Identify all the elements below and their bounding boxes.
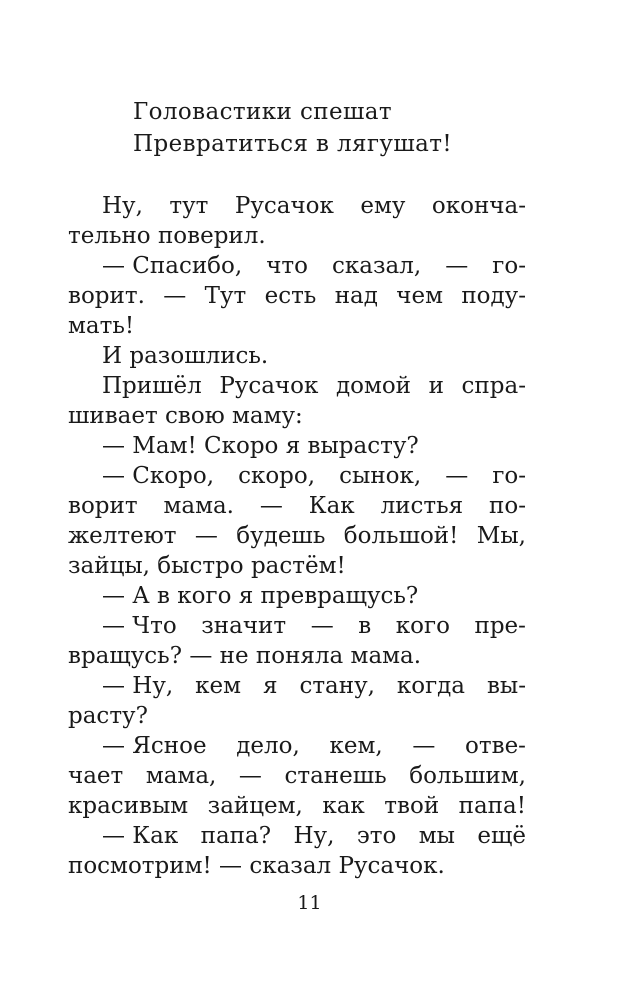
text-line: расту? — [68, 703, 148, 729]
word: Русачок — [219, 373, 319, 399]
word: большим, — [409, 763, 526, 789]
word: кем — [195, 673, 242, 699]
text-line: тельно поверил. — [68, 223, 266, 249]
text-line: зайцы, быстро растём! — [68, 553, 346, 579]
word: — — [412, 733, 436, 759]
text-line: — А в кого я превращусь? — [102, 583, 419, 609]
text-line — [102, 610, 526, 642]
verse-line-2: Превратиться в лягушат! — [133, 131, 453, 157]
word: поду- — [461, 283, 526, 309]
word: пре- — [474, 613, 526, 639]
text-line: мать! — [68, 313, 135, 339]
text-line — [102, 370, 526, 402]
text-line: посмотрим! — сказал Русачок. — [68, 853, 445, 879]
word: дело, — [236, 733, 300, 759]
word: — — [445, 463, 469, 489]
word: сказал, — [332, 253, 422, 279]
word: красивым — [68, 793, 189, 819]
verse-block — [133, 96, 533, 160]
text-line — [102, 730, 526, 762]
word: вы- — [486, 673, 526, 699]
word: домой — [335, 373, 412, 399]
word: — — [238, 763, 262, 789]
word: папа! — [458, 793, 526, 819]
word: по- — [489, 493, 526, 519]
word: стану, — [299, 673, 375, 699]
word: кем, — [329, 733, 383, 759]
word: Пришёл — [102, 373, 202, 399]
word: ворит — [68, 493, 138, 519]
page-number: 11 — [297, 892, 322, 914]
word: в — [358, 613, 372, 639]
word: будешь — [236, 523, 326, 549]
word: кого — [395, 613, 450, 639]
word: — Как — [102, 823, 179, 849]
word: станешь — [284, 763, 387, 789]
text-line: вращусь? — не поняла мама. — [68, 643, 422, 669]
word: желтеют — [68, 523, 177, 549]
word: сынок, — [339, 463, 422, 489]
word: — — [163, 283, 187, 309]
text-line — [102, 460, 526, 492]
word: тут — [169, 193, 209, 219]
word: — Ясное — [102, 733, 207, 759]
word: — — [194, 523, 218, 549]
text-line: И разошлись. — [102, 343, 269, 369]
word: Ну, — [102, 193, 143, 219]
word: твой — [384, 793, 440, 819]
word: зайцем, — [207, 793, 303, 819]
word: скоро, — [238, 463, 316, 489]
word: — Скоро, — [102, 463, 215, 489]
word: Русачок — [234, 193, 334, 219]
word: чем — [396, 283, 443, 309]
text-line: — Мам! Скоро я вырасту? — [102, 433, 419, 459]
word: спра- — [461, 373, 526, 399]
word: оконча- — [431, 193, 526, 219]
word: отве- — [465, 733, 526, 759]
word: — Спасибо, — [102, 253, 243, 279]
word: когда — [396, 673, 466, 699]
word: что — [266, 253, 308, 279]
word: чает — [68, 763, 124, 789]
text-line — [68, 760, 526, 792]
word: ворит. — [68, 283, 145, 309]
word: го- — [492, 463, 526, 489]
word: — — [445, 253, 469, 279]
word: я — [262, 673, 278, 699]
text-line — [102, 250, 526, 282]
word: есть — [264, 283, 317, 309]
word: — — [259, 493, 283, 519]
word: — Ну, — [102, 673, 174, 699]
word: Мы, — [476, 523, 526, 549]
word: как — [322, 793, 365, 819]
text-line — [68, 790, 526, 822]
word: и — [428, 373, 444, 399]
word: это — [356, 823, 397, 849]
word: листья — [380, 493, 464, 519]
word: мама, — [145, 763, 217, 789]
word: Как — [308, 493, 355, 519]
word: ещё — [477, 823, 526, 849]
text-line: шивает свою маму: — [68, 403, 303, 429]
word: папа? — [200, 823, 272, 849]
word: значит — [201, 613, 287, 639]
word: Тут — [204, 283, 247, 309]
text-line — [102, 670, 526, 702]
text-line — [68, 490, 526, 522]
word: над — [334, 283, 378, 309]
word: ему — [360, 193, 406, 219]
verse-line-1: Головастики спешат — [133, 99, 392, 125]
word: — — [310, 613, 334, 639]
text-line — [102, 190, 526, 222]
text-line — [68, 520, 526, 552]
word: Ну, — [293, 823, 335, 849]
word: мама. — [163, 493, 234, 519]
text-line — [102, 820, 526, 852]
word: — Что — [102, 613, 177, 639]
word: большой! — [343, 523, 459, 549]
text-line — [68, 280, 526, 312]
word: мы — [418, 823, 455, 849]
word: го- — [492, 253, 526, 279]
